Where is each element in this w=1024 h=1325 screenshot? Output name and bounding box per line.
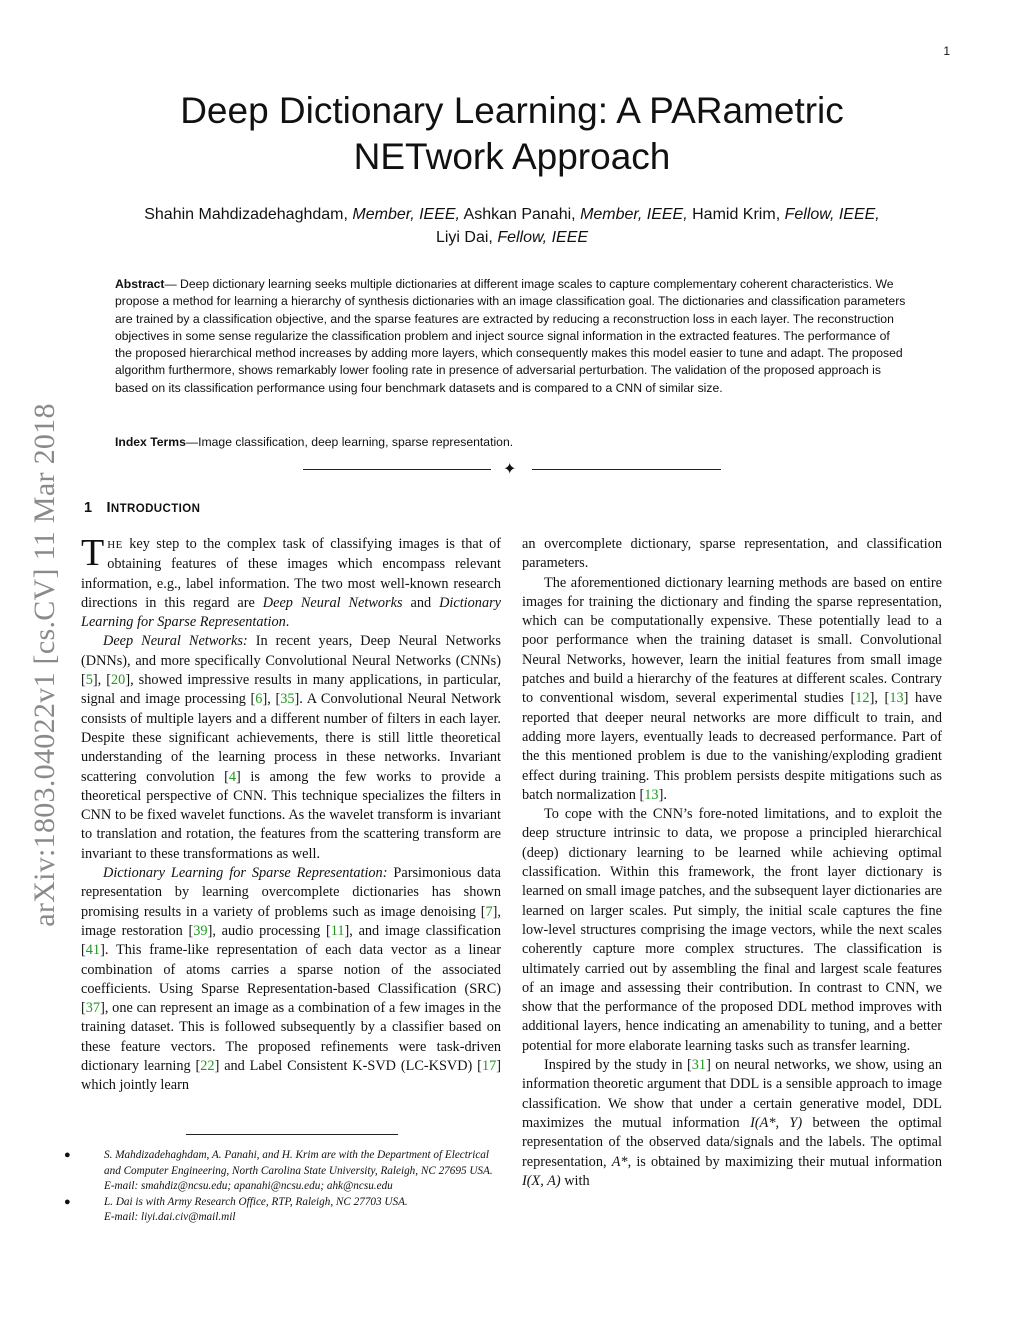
separator-line-left [303, 469, 491, 470]
author-list [80, 203, 944, 249]
section-initial: I [106, 500, 111, 516]
author-role: Member, IEEE, [580, 206, 688, 223]
paragraph [522, 574, 942, 806]
citation-link[interactable]: 4 [228, 768, 236, 785]
index-terms [115, 434, 907, 451]
paragraph [81, 864, 501, 1096]
citation-link[interactable]: 37 [85, 1000, 101, 1017]
text: ], one can represent an image as a combination of a few images in the training dataset. This is followed subsequently by a classifier based on these feature vectors. The proposed refinements were task-driven dictionary learning [ [81, 1000, 501, 1075]
paper-title [100, 88, 924, 180]
author-role: Fellow, IEEE, [784, 206, 880, 223]
index-terms-label: Index Terms [115, 435, 186, 449]
paragraph: an overcomplete dictionary, sparse representation, and classification parameters. [522, 536, 942, 572]
text: ], and image classification [ [81, 922, 502, 959]
math-expression: I(X, A) [522, 1172, 561, 1189]
emphasis: Deep Neural Networks [262, 594, 403, 611]
index-terms-text: —Image classification, deep learning, sparse representation. [185, 435, 514, 449]
citation-link[interactable]: 35 [280, 691, 295, 708]
abstract-text: — Deep dictionary learning seeks multiple dictionaries at different image scales to capture complementary coherent characteristics. We propose a method for learning a hierarchy of synthesis dictionaries with an image classification goal. The dictionaries and classification parameters are trained by a classification objective, and the sparse features are extracted by reducing a reconstruction loss in each layer. The reconstruction objectives in some sense regularize the classification problem and inject source signal information in the extracted features. The performance of the proposed hierarchical method increases by adding more layers, which consequently makes this model easier to tune and adapt. The proposed algorithm furthermore, shows remarkably lower fooling rate in presence of adversarial perturbation. The validation of the proposed approach is based on its classification performance using four benchmark datasets and is compared to a CNN of similar size. [115, 277, 906, 395]
text: ]. This frame-like representation of each data vector as a linear combination of atoms carries a sparse notion of the associated coefficients. Using Sparse Representation-based Classification (SRC) [ [81, 942, 501, 1017]
paragraph [522, 1056, 942, 1191]
citation-link[interactable]: 13 [889, 690, 904, 707]
section-heading [84, 500, 200, 516]
footnote-rule [186, 1134, 398, 1135]
text: ] and Label Consistent K-SVD (LC-KSVD) [ [214, 1058, 482, 1075]
emphasis: Dictionary Learning for Sparse Representation [81, 594, 502, 631]
citation-link[interactable]: 11 [330, 922, 345, 939]
text: key step to the complex task of classifying images is that of obtaining features of these images which encompass relevant information, e.g., label information. The two most well-known research directions in this regard are [81, 536, 501, 611]
text: and [402, 594, 440, 611]
citation-link[interactable]: 20 [111, 672, 126, 689]
text: Inspired by the study in [ [544, 1057, 692, 1074]
citation-link[interactable]: 41 [85, 942, 101, 959]
section-number: 1 [84, 500, 93, 516]
paragraph: To cope with the CNN’s fore-noted limitations, and to exploit the deep structure intrinsic to data, we propose a principled hierarchical (deep) dictionary learning to be learned while achieving optimal classification. Within this framework, the front layer dictionary is learned on small image patches, and the subsequent layer dictionaries are learned on larger scales. Put simply, the initial scale captures the fine low-level structures comprising the image vectors, while the next scales coherently capture more complex structures. The classification is ultimately carried out by assembling the final and largest scale features of an image and assessing their contribution. In contrast to CNN, we show that the performance of the proposed DDL method improves with additional layers, hence indicating an amenability to tuning, and a better potential for more elaborate learning tasks such as transfer learning. [522, 806, 942, 1054]
footnote-email: E-mail: smahdiz@ncsu.edu; apanahi@ncsu.edu; ahk@ncsu.edu [104, 1180, 393, 1193]
arxiv-stamp-text: arXiv:1803.04022v1 [cs.CV] 11 Mar 2018 [28, 403, 61, 927]
text: The aforementioned dictionary learning methods are based on entire images for training the dictionary and finding the sparse representation, which can be computationally expensive. These potentially lead to a poor performance when the training dataset is small. Convolutional Neural Networks, however, learn the initial features from small image patches and build a hierarchy of the features at different scales. Contrary to conventional wisdom, several experimental studies [ [522, 574, 942, 707]
drop-cap: T [81, 532, 105, 574]
math-expression: A* [611, 1153, 628, 1170]
text: ], showed impressive results in many applications, in particular, signal and image processing [ [81, 672, 501, 708]
text: , is obtained by maximizing their mutual information [627, 1153, 942, 1170]
author-role: Member, IEEE, [352, 206, 460, 223]
author-line-1 [80, 203, 944, 226]
bullet-icon: ● [64, 1149, 71, 1161]
text: Parsimonious data representation by learning overcomplete dictionaries has shown promising results in a variety of problems such as image denoising [ [81, 865, 501, 920]
text: ] is among the few works to provide a theoretical perspective of CNN. This technique specializes the filters in CNN to be fixed wavelet functions. As the wavelet transform is invariant to translation and rotation, the features from the scattering transform are invariant to these transformations as well. [81, 768, 501, 862]
citation-link[interactable]: 17 [481, 1058, 497, 1075]
citation-link[interactable]: 39 [193, 922, 208, 939]
footnote-affiliation: S. Mahdizadehaghdam, A. Panahi, and H. Krim are with the Department of Electrical and Computer Engineering, North Carolina State University, Raleigh, NC 27695 USA. [104, 1149, 493, 1177]
footnotes [64, 1148, 504, 1226]
text: ]. A Convolutional Neural Network consists of multiple layers and a different number of filters in each layer. Despite these significant achievements, there is still little theoretical understanding of the learning process in these networks. Invariant scattering convolution [ [81, 691, 501, 785]
page-number: 1 [943, 44, 950, 58]
title-line-2: NETwork Approach [353, 136, 671, 177]
text: . [285, 614, 290, 631]
section-title-rest: NTRODUCTION [110, 503, 201, 515]
citation-link[interactable]: 7 [485, 903, 493, 920]
author-line-2 [80, 226, 944, 249]
left-column [81, 532, 502, 1096]
citation-link[interactable]: 22 [200, 1058, 215, 1075]
author-role: Fellow, IEEE [497, 229, 589, 246]
text: ] which jointly learn [81, 1058, 501, 1094]
citation-link[interactable]: 12 [855, 690, 870, 707]
separator-line-right [532, 469, 721, 470]
abstract-label: Abstract [115, 277, 165, 291]
abstract [115, 276, 907, 397]
title-line-1: Deep Dictionary Learning: A PARametric [180, 90, 844, 131]
small-caps: HE [107, 539, 123, 551]
paragraph-lead: Dictionary Learning for Sparse Representation: [103, 865, 388, 882]
bullet-icon: ● [64, 1195, 71, 1208]
citation-link[interactable]: 13 [644, 786, 659, 803]
paragraph [81, 632, 501, 864]
text: ] on neural networks, we show, using an information theoretic argument that DDL is a sensible approach to image classification. We show that under a certain generative model, DDL maximizes the mutual information [522, 1057, 942, 1131]
author-name: Liyi Dai, [435, 229, 493, 246]
author-name: Hamid Krim, [692, 206, 781, 223]
footnote [64, 1148, 504, 1195]
text: ]. [658, 786, 667, 803]
text: ], image restoration [ [81, 903, 501, 939]
citation-link[interactable]: 5 [85, 672, 93, 689]
author-name: Shahin Mahdizadehaghdam, [144, 206, 348, 223]
text: ], [ [869, 690, 890, 707]
text: ] have reported that deeper neural networks are more difficult to train, and adding more layers, eventually leads to decreased performance. Part of the this mentioned problem is due to the vanishing/exploding gradient effect during training. This problem persists despite mitigations such as batch normalization [ [522, 690, 943, 803]
text: between the optimal representation of the observed data/signals and the labels. The optimal representation, [522, 1114, 943, 1170]
footnote-affiliation: L. Dai is with Army Research Office, RTP, Raleigh, NC 27703 USA. [104, 1195, 408, 1208]
paragraph [81, 532, 502, 632]
paragraph-lead: Deep Neural Networks: [103, 633, 248, 650]
text: ], [ [262, 691, 281, 708]
citation-link[interactable]: 31 [691, 1057, 707, 1074]
footnote-email: E-mail: liyi.dai.civ@mail.mil [104, 1211, 236, 1224]
text: ], audio processing [ [207, 922, 331, 939]
text: In recent years, Deep Neural Networks (DNNs), and more specifically Convolutional Neural Networks (CNNs) [ [81, 633, 501, 689]
citation-link[interactable]: 6 [255, 691, 263, 708]
footnote [64, 1195, 504, 1226]
math-expression: I(A*, Y) [750, 1114, 803, 1131]
author-name: Ashkan Panahi, [463, 206, 576, 223]
separator-diamond-icon: ✦ [503, 459, 517, 478]
text: ], [ [92, 672, 112, 689]
text: with [560, 1172, 590, 1189]
right-column [522, 535, 942, 1191]
